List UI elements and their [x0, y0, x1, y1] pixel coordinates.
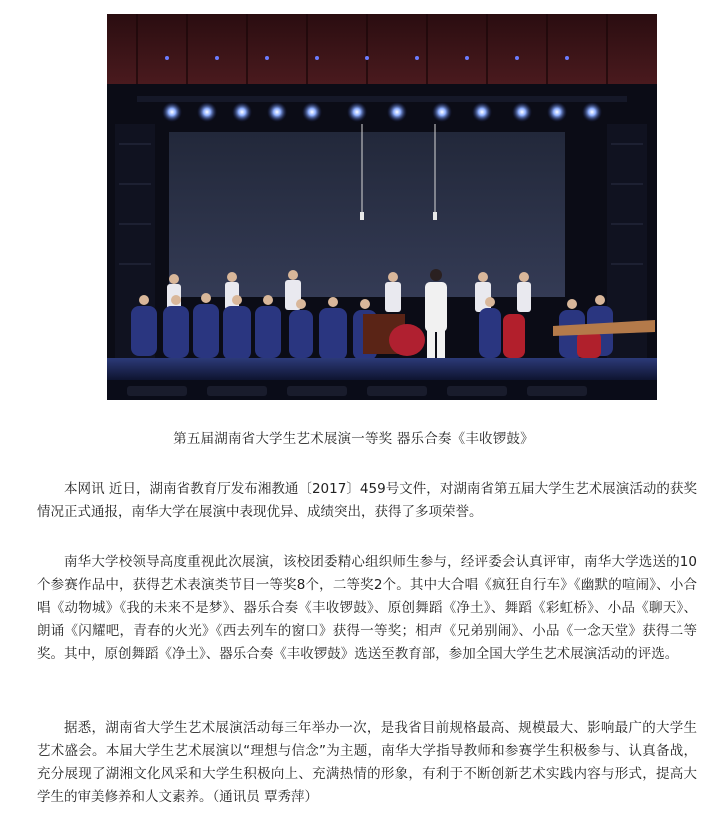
article-paragraph: 本网讯 近日，湖南省教育厅发布湘教通〔2017〕459号文件，对湖南省第五届大学生艺术展演活动的获奖情况正式通报，南华大学在展演中表现优异、成绩突出，获得了多项荣誉。 [37, 481, 697, 520]
article-paragraph: 南华大学校领导高度重视此次展演，该校团委精心组织师生参与，经评委会认真评审，南华大学选送的10个参赛作品中，获得艺术表演类节目一等奖8个，二等奖2个。其中大合唱《疯狂自行车》《幽默的喧闹》、小合唱《动物城》《我的未来不是梦》、器乐合奏《丰收锣鼓》、原创舞蹈《净土》、舞蹈《彩虹桥》、小品《聊天》、朗诵《闪耀吧，青春的火光》《西去列车的窗口》获得一等奖；相声《兄弟别闹》、小品《一念天堂》获得二等奖。其中，原创舞蹈《净土》、器乐合奏《丰收锣鼓》选送至教育部，参加全国大学生艺术展演活动的评选。 [37, 554, 697, 662]
article-paragraph: 据悉，湖南省大学生艺术展演活动每三年举办一次，是我省目前规格最高、规模最大、影响最广的大学生艺术盛会。本届大学生艺术展演以“理想与信念”为主题，南华大学指导教师和参赛学生积极参与、认真备战，充分展现了湖湘文化风采和大学生积极向上、充满热情的形象，有利于不断创新艺术实践内容与形式，提高大学生的审美修养和人文素养。（通讯员 覃秀萍） [37, 720, 697, 805]
performance-photo [107, 14, 657, 400]
photo-caption: 第五届湖南省大学生艺术展演一等奖 器乐合奏《丰收锣鼓》 [173, 431, 534, 447]
